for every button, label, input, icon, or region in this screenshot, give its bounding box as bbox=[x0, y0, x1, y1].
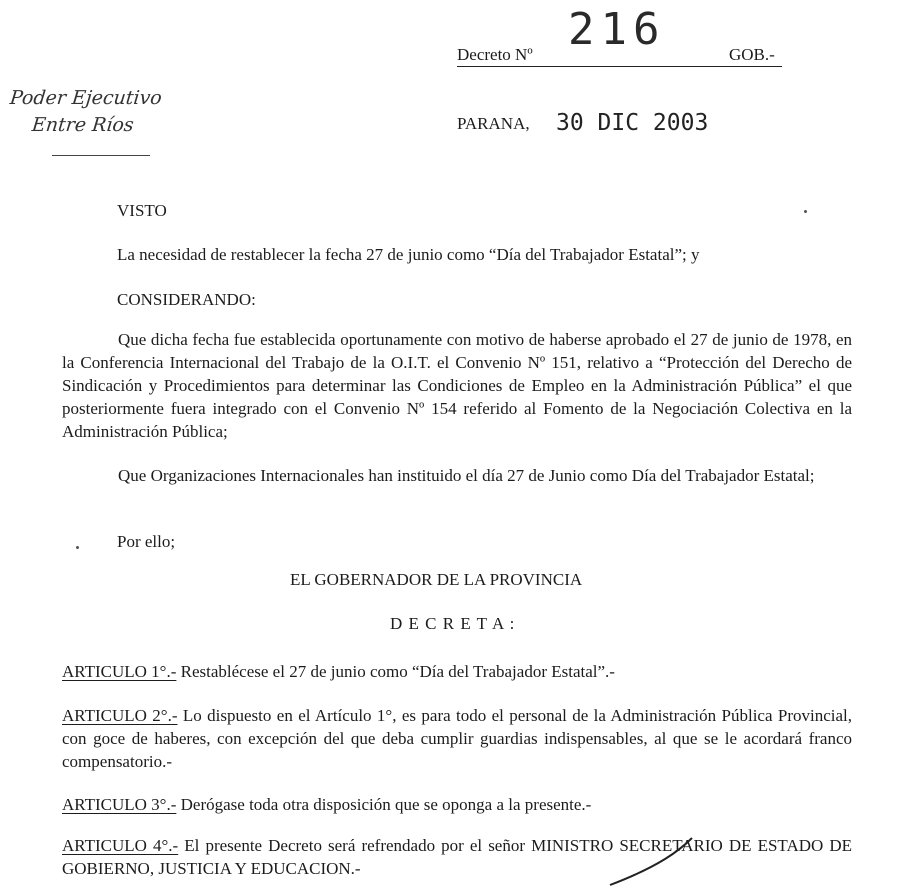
por-ello: Por ello; bbox=[117, 532, 176, 551]
article-4 bbox=[62, 834, 852, 880]
article-1-text: Restablécese el 27 de junio como “Día del Trabajador Estatal”.- bbox=[180, 662, 615, 681]
gob-label: GOB.- bbox=[729, 45, 775, 64]
article-3-label: ARTICULO 3°.- bbox=[62, 795, 177, 814]
considerando-paragraph-1: Que dicha fecha fue establecida oportunamente con motivo de haberse aprobado el 27 de junio de 1978, en la Conferencia Internacional del Trabajo de la O.I.T. el Convenio Nº 151, relativo a “Protección del Derecho de Sindicación y Procedimientos para determinar las Condiciones de Empleo en la Administración Pública” el que posteriormente fuera integrado con el Convenio Nº 154 referido al Fomento de la Negociación Colectiva en la Administración Pública; bbox=[62, 330, 852, 441]
article-3-text: Derógase toda otra disposición que se oponga a la presente.- bbox=[180, 795, 592, 814]
city-label: PARANA, bbox=[457, 114, 530, 133]
signature-stroke bbox=[600, 836, 700, 887]
considerando-heading: CONSIDERANDO: bbox=[117, 290, 256, 309]
seal-line-1: Poder Ejecutivo bbox=[8, 87, 163, 109]
article-1-label: ARTICULO 1°.- bbox=[62, 662, 177, 681]
governor-heading: EL GOBERNADOR DE LA PROVINCIA bbox=[290, 570, 583, 589]
paper-speck bbox=[804, 210, 807, 213]
article-2 bbox=[62, 704, 852, 773]
decreta-heading: D E C R E T A : bbox=[390, 614, 516, 633]
decree-underline bbox=[457, 66, 782, 67]
article-4-label: ARTICULO 4°.- bbox=[62, 836, 179, 855]
article-2-text: Lo dispuesto en el Artículo 1°, es para todo el personal de la Administración Pública Provincial, con goce de haberes, con excepción del que deba cumplir guardias indispensables, al que se le acordará franco compensatorio.- bbox=[62, 706, 853, 771]
article-3 bbox=[62, 793, 852, 816]
seal-line-2: Entre Ríos bbox=[30, 114, 135, 136]
article-1 bbox=[62, 660, 852, 683]
visto-heading: VISTO bbox=[117, 201, 167, 220]
article-4-text: El presente Decreto será refrendado por el señor MINISTRO SECRETARIO DE ESTADO DE GOBIERNO, JUSTICIA Y EDUCACION.- bbox=[62, 836, 852, 878]
seal-underline bbox=[52, 155, 150, 156]
visto-text: La necesidad de restablecer la fecha 27 de junio como “Día del Trabajador Estatal”; y bbox=[117, 245, 700, 264]
considerando-paragraph-2: Que Organizaciones Internacionales han instituido el día 27 de Junio como Día del Trabajador Estatal; bbox=[118, 466, 815, 485]
decree-label: Decreto Nº bbox=[457, 45, 533, 64]
paper-speck bbox=[76, 546, 79, 549]
decree-number: 216 bbox=[568, 4, 666, 55]
date-stamp: 30 DIC 2003 bbox=[556, 110, 709, 136]
article-2-label: ARTICULO 2°.- bbox=[62, 706, 178, 725]
